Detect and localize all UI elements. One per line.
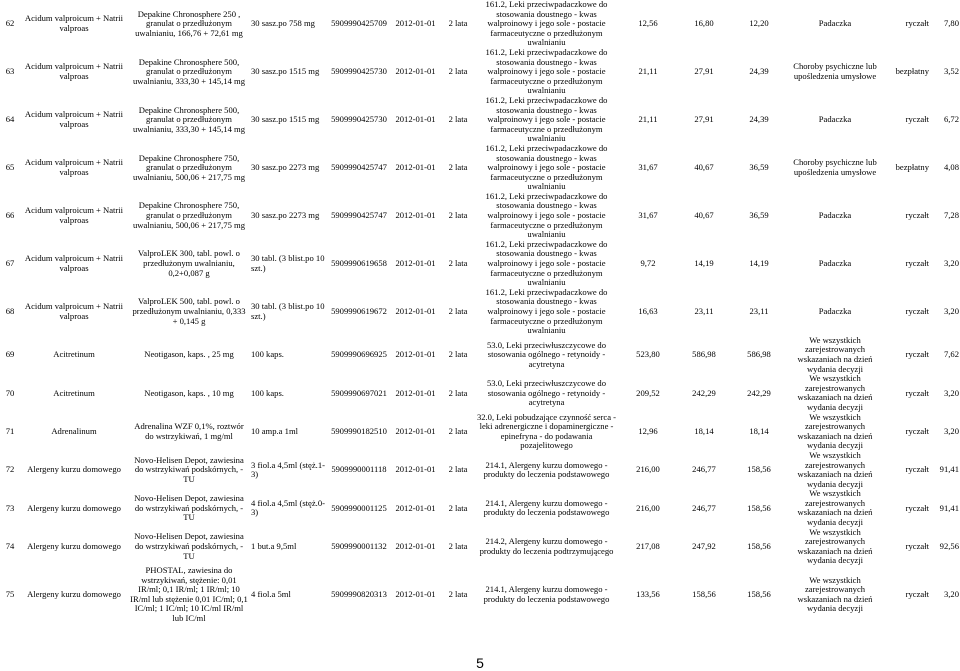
substance-name-cell: Acidum valproicum + Natrii valproas [24, 253, 124, 273]
wholesale-price-cell: 216,00 [636, 464, 660, 475]
ean-code-cell: 5909990425730 [331, 66, 387, 77]
payment-level-cell: bezpłatny [895, 162, 929, 173]
effective-date-cell: 2012-01-01 [395, 502, 436, 513]
patient-copay-cell: 3,20 [943, 425, 959, 436]
patient-copay-cell: 7,28 [943, 210, 959, 221]
patient-copay-cell: 6,72 [943, 114, 959, 125]
payment-level-cell: bezpłatny [895, 66, 929, 77]
payment-level-cell: ryczałt [905, 464, 929, 475]
package-size-cell: 100 kaps. [251, 387, 284, 398]
limit-group-cell: 161.2, Leki przeciwpadaczkowe do stosowania doustnego - kwas walproinowy i jego sole - postacie farmaceutyczne o przedłużonym uwalnianiu [485, 287, 608, 336]
wholesale-price-cell: 523,80 [636, 349, 660, 360]
effective-date-cell: 2012-01-01 [395, 306, 436, 316]
retail-price-cell: 586,98 [692, 349, 716, 360]
ean-code-cell: 5909990001118 [331, 464, 387, 475]
retail-price-cell: 246,77 [692, 502, 716, 513]
row-number-cell: 62 [5, 18, 15, 29]
product-name-cell: PHOSTAL, zawiesina do wstrzykiwań, stężenie: 0,01 IR/ml; 0,1 IR/ml; 1 IR/ml; 10 IR/ml lub stężenie 0,01 IC/ml; 0,1 IC/ml; 1 IC/ml; 10 IC/ml IR/ml lub IC/ml [130, 566, 248, 623]
payment-level-cell: ryczałt [905, 349, 929, 360]
row-number-cell: 66 [5, 210, 15, 221]
patient-copay-cell: 7,80 [943, 18, 959, 29]
financing-limit-cell: 24,39 [749, 114, 769, 125]
table-row [0, 0, 960, 48]
validity-period-cell: 2 lata [448, 349, 468, 360]
ean-code-cell: 5909990425747 [331, 210, 387, 221]
retail-price-cell: 23,11 [694, 306, 714, 316]
substance-name-cell: Adrenalinum [51, 425, 97, 436]
ean-code-cell: 5909990425747 [331, 162, 387, 173]
row-number-cell: 70 [5, 387, 15, 398]
patient-copay-cell: 3,20 [943, 258, 959, 269]
validity-period-cell: 2 lata [448, 306, 468, 316]
indication-cell: Padaczka [818, 306, 852, 316]
effective-date-cell: 2012-01-01 [395, 541, 436, 552]
indication-cell: Choroby psychiczne lub upośledzenia umysłowe [793, 61, 877, 81]
package-size-cell: 1 but.a 9,5ml [251, 541, 297, 552]
validity-period-cell: 2 lata [448, 114, 468, 125]
ean-code-cell: 5909990425709 [331, 18, 387, 29]
financing-limit-cell: 14,19 [749, 258, 769, 269]
validity-period-cell: 2 lata [448, 589, 468, 600]
limit-group-cell: 214.1, Alergeny kurzu domowego - produkty do leczenia podstawowego [483, 584, 610, 604]
financing-limit-cell: 158,56 [747, 502, 771, 513]
substance-name-cell: Acidum valproicum + Natrii valproas [24, 13, 124, 33]
effective-date-cell: 2012-01-01 [395, 589, 436, 600]
limit-group-cell: 161.2, Leki przeciwpadaczkowe do stosowania doustnego - kwas walproinowy i jego sole - postacie farmaceutyczne o przedłużonym uwalnianiu [485, 239, 608, 288]
financing-limit-cell: 158,56 [747, 589, 771, 600]
indication-cell: We wszystkich zarejestrowanych wskazaniach na dzień wydania decyzji [797, 412, 873, 451]
effective-date-cell: 2012-01-01 [395, 387, 436, 398]
validity-period-cell: 2 lata [448, 210, 468, 221]
payment-level-cell: ryczałt [905, 258, 929, 269]
row-number-cell: 72 [5, 464, 15, 475]
limit-group-cell: 214.1, Alergeny kurzu domowego - produkty do leczenia podstawowego [483, 497, 610, 518]
financing-limit-cell: 18,14 [749, 425, 769, 436]
product-name-cell: Depakine Chronosphere 500, granulat o przedłużonym uwalnianiu, 333,30 + 145,14 mg [132, 104, 246, 134]
indication-cell: We wszystkich zarejestrowanych wskazaniach na dzień wydania decyzji [797, 374, 873, 412]
package-size-cell: 100 kaps. [251, 349, 284, 360]
row-number-cell: 64 [5, 114, 15, 125]
indication-cell: We wszystkich zarejestrowanych wskazaniach na dzień wydania decyzji [797, 574, 873, 614]
financing-limit-cell: 36,59 [749, 162, 769, 173]
retail-price-cell: 242,29 [692, 387, 716, 398]
table-row [0, 451, 960, 489]
table-row [0, 489, 960, 527]
substance-name-cell: Acidum valproicum + Natrii valproas [24, 205, 124, 225]
substance-name-cell: Acidum valproicum + Natrii valproas [24, 109, 124, 129]
financing-limit-cell: 12,20 [749, 18, 769, 29]
substance-name-cell: Alergeny kurzu domowego [27, 541, 121, 552]
ean-code-cell: 5909990001125 [331, 502, 387, 513]
retail-price-cell: 27,91 [694, 66, 714, 77]
payment-level-cell: ryczałt [905, 306, 929, 316]
retail-price-cell: 247,92 [692, 541, 716, 552]
package-size-cell: 4 fiol.a 4,5ml (stęż.0-3) [251, 497, 325, 518]
table-row [0, 566, 960, 624]
row-number-cell: 68 [5, 306, 15, 316]
row-number-cell: 67 [5, 258, 15, 269]
table-row [0, 336, 960, 374]
product-name-cell: Novo-Helisen Depot, zawiesina do wstrzykiwań podskórnych, - TU [134, 531, 244, 561]
wholesale-price-cell: 9,72 [640, 258, 656, 269]
table-row [0, 374, 960, 412]
substance-name-cell: Acidum valproicum + Natrii valproas [24, 157, 124, 177]
effective-date-cell: 2012-01-01 [395, 258, 436, 269]
indication-cell: Padaczka [818, 210, 852, 221]
effective-date-cell: 2012-01-01 [395, 464, 436, 475]
indication-cell: We wszystkich zarejestrowanych wskazaniach na dzień wydania decyzji [797, 335, 873, 374]
table-row [0, 96, 960, 144]
effective-date-cell: 2012-01-01 [395, 18, 436, 29]
substance-name-cell: Acitretinum [53, 387, 95, 398]
validity-period-cell: 2 lata [448, 541, 468, 552]
financing-limit-cell: 36,59 [749, 210, 769, 221]
indication-cell: We wszystkich zarejestrowanych wskazaniach na dzień wydania decyzji [797, 489, 873, 528]
validity-period-cell: 2 lata [448, 387, 468, 398]
validity-period-cell: 2 lata [448, 66, 468, 77]
financing-limit-cell: 242,29 [747, 387, 771, 398]
patient-copay-cell: 91,41 [939, 464, 959, 475]
payment-level-cell: ryczałt [905, 387, 929, 398]
effective-date-cell: 2012-01-01 [395, 210, 436, 221]
financing-limit-cell: 24,39 [749, 66, 769, 77]
ean-code-cell: 5909990696925 [331, 349, 387, 360]
ean-code-cell: 5909990619658 [331, 258, 387, 269]
patient-copay-cell: 4,08 [943, 162, 959, 173]
substance-name-cell: Alergeny kurzu domowego [27, 502, 121, 513]
retail-price-cell: 158,56 [692, 589, 716, 600]
substance-name-cell: Acitretinum [53, 349, 95, 360]
package-size-cell: 30 sasz.po 2273 mg [251, 210, 320, 221]
patient-copay-cell: 3,20 [943, 387, 959, 398]
indication-cell: Padaczka [818, 258, 852, 269]
wholesale-price-cell: 209,52 [636, 387, 660, 398]
ean-code-cell: 5909990820313 [331, 589, 387, 600]
package-size-cell: 30 sasz.po 1515 mg [251, 114, 320, 125]
effective-date-cell: 2012-01-01 [395, 425, 436, 436]
substance-name-cell: Alergeny kurzu domowego [27, 464, 121, 475]
limit-group-cell: 214.2, Alergeny kurzu domowego - produkty do leczenia podtrzymującego [479, 536, 614, 556]
payment-level-cell: ryczałt [905, 502, 929, 513]
product-name-cell: Neotigason, kaps. , 10 mg [144, 387, 234, 398]
row-number-cell: 69 [5, 349, 15, 360]
patient-copay-cell: 3,20 [943, 306, 959, 316]
wholesale-price-cell: 31,67 [638, 210, 658, 221]
financing-limit-cell: 158,56 [747, 464, 771, 475]
payment-level-cell: ryczałt [905, 210, 929, 221]
wholesale-price-cell: 31,67 [638, 162, 658, 173]
row-number-cell: 71 [5, 425, 15, 436]
retail-price-cell: 246,77 [692, 464, 716, 475]
payment-level-cell: ryczałt [905, 114, 929, 125]
row-number-cell: 65 [5, 162, 15, 173]
validity-period-cell: 2 lata [448, 425, 468, 436]
limit-group-cell: 161.2, Leki przeciwpadaczkowe do stosowania doustnego - kwas walproinowy i jego sole - postacie farmaceutyczne o przedłużonym uwalnianiu [485, 191, 608, 240]
wholesale-price-cell: 21,11 [638, 66, 658, 77]
limit-group-cell: 53.0, Leki przeciwłuszczycowe do stosowania ogólnego - retynoidy - acytretyna [486, 377, 607, 408]
retail-price-cell: 40,67 [694, 210, 714, 221]
indication-cell: Padaczka [818, 18, 852, 29]
product-name-cell: Depakine Chronosphere 500, granulat o przedłużonym uwalnianiu, 333,30 + 145,14 mg [132, 56, 246, 86]
wholesale-price-cell: 21,11 [638, 114, 658, 125]
indication-cell: Padaczka [818, 114, 852, 125]
limit-group-cell: 53.0, Leki przeciwłuszczycowe do stosowania ogólnego - retynoidy - acytretyna [486, 339, 607, 369]
product-name-cell: Depakine Chronosphere 750, granulat o przedłużonym uwalnianiu, 500,06 + 217,75 mg [132, 200, 246, 230]
patient-copay-cell: 92,56 [939, 541, 959, 552]
page-number: 5 [476, 655, 484, 671]
ean-code-cell: 5909990182510 [331, 425, 387, 436]
limit-group-cell: 161.2, Leki przeciwpadaczkowe do stosowania doustnego - kwas walproinowy i jego sole - postacie farmaceutyczne o przedłużonym uwalnianiu [485, 47, 608, 96]
package-size-cell: 10 amp.a 1ml [251, 425, 299, 436]
table-row [0, 528, 960, 566]
limit-group-cell: 161.2, Leki przeciwpadaczkowe do stosowania doustnego - kwas walproinowy i jego sole - postacie farmaceutyczne o przedłużonym uwalnianiu [485, 0, 608, 48]
wholesale-price-cell: 12,56 [638, 18, 658, 29]
limit-group-cell: 32.0, Leki pobudzające czynność serca - leki adrenergiczne i dopaminergiczne - epinefryna - do podawania pozajelitowego [476, 412, 617, 451]
table-row [0, 288, 960, 336]
financing-limit-cell: 158,56 [747, 541, 771, 552]
package-size-cell: 4 fiol.a 5ml [251, 589, 291, 600]
row-number-cell: 75 [5, 589, 15, 600]
indication-cell: Choroby psychiczne lub upośledzenia umysłowe [793, 157, 877, 177]
wholesale-price-cell: 12,96 [638, 425, 658, 436]
row-number-cell: 74 [5, 541, 15, 552]
row-number-cell: 63 [5, 66, 15, 77]
package-size-cell: 30 tabl. (3 blist.po 10 szt.) [251, 301, 325, 321]
payment-level-cell: ryczałt [905, 425, 929, 436]
effective-date-cell: 2012-01-01 [395, 162, 436, 173]
retail-price-cell: 40,67 [694, 162, 714, 173]
payment-level-cell: ryczałt [905, 589, 929, 600]
patient-copay-cell: 3,20 [943, 589, 959, 600]
package-size-cell: 30 sasz.po 758 mg [251, 18, 315, 29]
product-name-cell: Neotigason, kaps. , 25 mg [144, 349, 234, 360]
product-name-cell: Adrenalina WZF 0,1%, roztwór do wstrzykiwań, 1 mg/ml [134, 421, 244, 441]
table-row [0, 413, 960, 451]
retail-price-cell: 16,80 [694, 18, 714, 29]
validity-period-cell: 2 lata [448, 258, 468, 269]
ean-code-cell: 5909990619672 [331, 306, 387, 316]
package-size-cell: 3 fiol.a 4,5ml (stęż.1-3) [251, 459, 325, 480]
indication-cell: We wszystkich zarejestrowanych wskazaniach na dzień wydania decyzji [797, 527, 873, 566]
payment-level-cell: ryczałt [905, 18, 929, 29]
indication-cell: We wszystkich zarejestrowanych wskazaniach na dzień wydania decyzji [797, 450, 873, 489]
product-name-cell: ValproLEK 500, tabl. powl. o przedłużonym uwalnianiu, 0,333 + 0,145 g [132, 296, 246, 326]
patient-copay-cell: 91,41 [939, 502, 959, 513]
financing-limit-cell: 586,98 [747, 349, 771, 360]
financing-limit-cell: 23,11 [749, 306, 769, 316]
retail-price-cell: 27,91 [694, 114, 714, 125]
substance-name-cell: Acidum valproicum + Natrii valproas [24, 61, 124, 81]
wholesale-price-cell: 217,08 [636, 541, 660, 552]
effective-date-cell: 2012-01-01 [395, 114, 436, 125]
patient-copay-cell: 3,52 [943, 66, 959, 77]
limit-group-cell: 161.2, Leki przeciwpadaczkowe do stosowania doustnego - kwas walproinowy i jego sole - postacie farmaceutyczne o przedłużonym uwalnianiu [485, 95, 608, 144]
patient-copay-cell: 7,62 [943, 349, 959, 360]
limit-group-cell: 214.1, Alergeny kurzu domowego - produkty do leczenia podstawowego [483, 459, 610, 480]
substance-name-cell: Acidum valproicum + Natrii valproas [24, 301, 124, 321]
table-row [0, 48, 960, 96]
package-size-cell: 30 sasz.po 2273 mg [251, 162, 320, 173]
table-row [0, 144, 960, 192]
product-name-cell: Depakine Chronosphere 750, granulat o przedłużonym uwalnianiu, 500,06 + 217,75 mg [132, 152, 246, 182]
ean-code-cell: 5909990425730 [331, 114, 387, 125]
product-name-cell: Novo-Helisen Depot, zawiesina do wstrzykiwań podskórnych, - TU [134, 493, 244, 523]
effective-date-cell: 2012-01-01 [395, 66, 436, 77]
wholesale-price-cell: 133,56 [636, 589, 660, 600]
product-name-cell: ValproLEK 300, tabl. powl. o przedłużonym uwalnianiu, 0,2+0,087 g [138, 248, 240, 278]
validity-period-cell: 2 lata [448, 18, 468, 29]
ean-code-cell: 5909990001132 [331, 541, 387, 552]
validity-period-cell: 2 lata [448, 502, 468, 513]
validity-period-cell: 2 lata [448, 464, 468, 475]
ean-code-cell: 5909990697021 [331, 387, 387, 398]
wholesale-price-cell: 16,63 [638, 306, 658, 316]
payment-level-cell: ryczałt [905, 541, 929, 552]
package-size-cell: 30 sasz.po 1515 mg [251, 66, 320, 77]
table-row [0, 240, 960, 288]
product-name-cell: Novo-Helisen Depot, zawiesina do wstrzykiwań podskórnych, - TU [134, 454, 244, 484]
retail-price-cell: 18,14 [694, 425, 714, 436]
retail-price-cell: 14,19 [694, 258, 714, 269]
wholesale-price-cell: 216,00 [636, 502, 660, 513]
product-name-cell: Depakine Chronosphere 250 , granulat o przedłużonym uwalnianiu, 166,76 + 72,61 mg [135, 8, 243, 38]
validity-period-cell: 2 lata [448, 162, 468, 173]
package-size-cell: 30 tabl. (3 blist.po 10 szt.) [251, 253, 325, 273]
limit-group-cell: 161.2, Leki przeciwpadaczkowe do stosowania doustnego - kwas walproinowy i jego sole - postacie farmaceutyczne o przedłużonym uwalnianiu [485, 143, 608, 192]
table-row [0, 192, 960, 240]
effective-date-cell: 2012-01-01 [395, 349, 436, 360]
row-number-cell: 73 [5, 502, 15, 513]
substance-name-cell: Alergeny kurzu domowego [27, 589, 121, 600]
